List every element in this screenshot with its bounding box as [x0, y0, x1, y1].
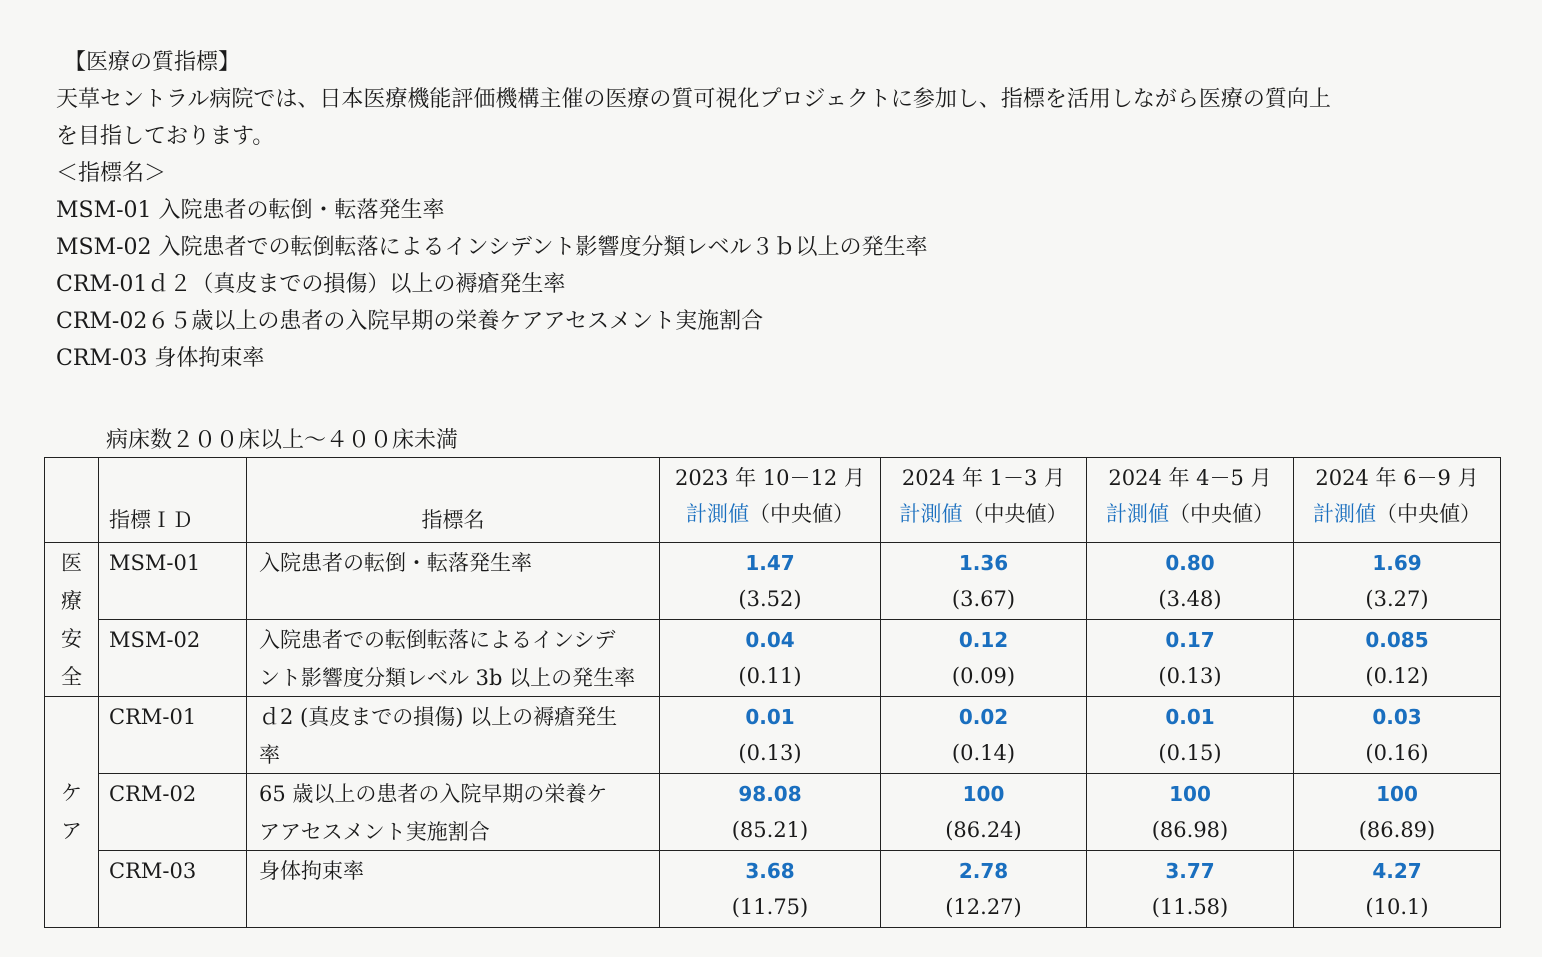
- value-cell: 1.69 (3.27): [1294, 543, 1501, 620]
- period-label: 2024 年 4－5 月: [1108, 466, 1272, 490]
- indicator-id: MSM-01: [99, 543, 247, 620]
- measure-median-label: 計測値（中央値）: [899, 502, 1068, 526]
- header-period-3: [1087, 458, 1294, 543]
- indicator-id: MSM-02: [99, 620, 247, 697]
- period-label: 2024 年 6－9 月: [1315, 466, 1479, 490]
- indicator-id: CRM-01: [99, 697, 247, 774]
- value-cell: 0.01 (0.15): [1087, 697, 1294, 774]
- value-cell: 100 (86.98): [1087, 774, 1294, 851]
- indicator-id: CRM-03: [99, 851, 247, 928]
- period-label: 2024 年 1－3 月: [901, 466, 1066, 490]
- measure-median-label: 計測値（中央値）: [1106, 502, 1274, 526]
- category-care: ケ ア: [45, 697, 99, 928]
- indicator-list-item: CRM-01ｄ２（真皮までの損傷）以上の褥瘡発生率: [56, 272, 566, 297]
- value-cell: 0.17 (0.13): [1087, 620, 1294, 697]
- indicator-name: 入院患者での転倒転落によるインシデ ント影響度分類レベル 3b 以上の発生率: [247, 620, 660, 697]
- period-label: 2023 年 10－12 月: [675, 466, 865, 490]
- measure-median-label: 計測値（中央値）: [1313, 502, 1481, 526]
- value-cell: 1.36 (3.67): [881, 543, 1087, 620]
- indicator-list-item: CRM-03 身体拘束率: [56, 346, 265, 371]
- value-cell: 0.04 (0.11): [660, 620, 881, 697]
- value-cell: 100 (86.24): [881, 774, 1087, 851]
- header-indicator-name: 指標名: [247, 458, 660, 543]
- header-category: [45, 458, 99, 543]
- quality-indicator-table: [44, 457, 1501, 928]
- value-cell: 0.085 (0.12): [1294, 620, 1501, 697]
- indicator-list-item: MSM-02 入院患者での転倒転落によるインシデント影響度分類レベル３ｂ以上の発生率: [56, 235, 928, 260]
- indicator-list-heading: ＜指標名＞: [56, 161, 167, 186]
- value-cell: 3.68 (11.75): [660, 851, 881, 928]
- value-cell: 98.08 (85.21): [660, 774, 881, 851]
- table-header-row: [45, 458, 1501, 543]
- value-cell: 4.27 (10.1): [1294, 851, 1501, 928]
- indicator-name: ｄ2 (真皮までの損傷) 以上の褥瘡発生 率: [247, 697, 660, 774]
- header-indicator-id: 指標ＩＤ: [99, 458, 247, 543]
- header-period-2: [881, 458, 1087, 543]
- table-row: [45, 620, 1501, 697]
- value-cell: 0.12 (0.09): [881, 620, 1087, 697]
- table-row: [45, 543, 1501, 620]
- header-period-1: [660, 458, 881, 543]
- indicator-name: 身体拘束率: [247, 851, 660, 928]
- measure-median-label: 計測値（中央値）: [686, 502, 854, 526]
- intro-paragraph-line-2: を目指しております。: [56, 124, 275, 149]
- indicator-name: 65 歳以上の患者の入院早期の栄養ケ アアセスメント実施割合: [247, 774, 660, 851]
- value-cell: 0.80 (3.48): [1087, 543, 1294, 620]
- value-cell: 100 (86.89): [1294, 774, 1501, 851]
- table-row: [45, 774, 1501, 851]
- value-cell: 0.03 (0.16): [1294, 697, 1501, 774]
- category-medical-safety: 医 療 安 全: [45, 543, 99, 697]
- section-heading: 【医療の質指標】: [64, 50, 241, 75]
- value-cell: 1.47 (3.52): [660, 543, 881, 620]
- table-row: [45, 851, 1501, 928]
- indicator-list-item: MSM-01 入院患者の転倒・転落発生率: [56, 198, 445, 223]
- value-cell: 0.01 (0.13): [660, 697, 881, 774]
- value-cell: 0.02 (0.14): [881, 697, 1087, 774]
- value-cell: 2.78 (12.27): [881, 851, 1087, 928]
- indicator-list-item: CRM-02６５歳以上の患者の入院早期の栄養ケアアセスメント実施割合: [56, 309, 764, 334]
- table-subtitle: 病床数２００床以上～４００床未満: [106, 428, 459, 453]
- value-cell: 3.77 (11.58): [1087, 851, 1294, 928]
- header-period-4: [1294, 458, 1501, 543]
- intro-section: [56, 44, 1526, 377]
- table-row: [45, 697, 1501, 774]
- intro-paragraph-line-1: 天草セントラル病院では、日本医療機能評価機構主催の医療の質可視化プロジェクトに参加し、指標を活用しながら医療の質向上: [56, 87, 1331, 112]
- indicator-id: CRM-02: [99, 774, 247, 851]
- indicator-name: 入院患者の転倒・転落発生率: [247, 543, 660, 620]
